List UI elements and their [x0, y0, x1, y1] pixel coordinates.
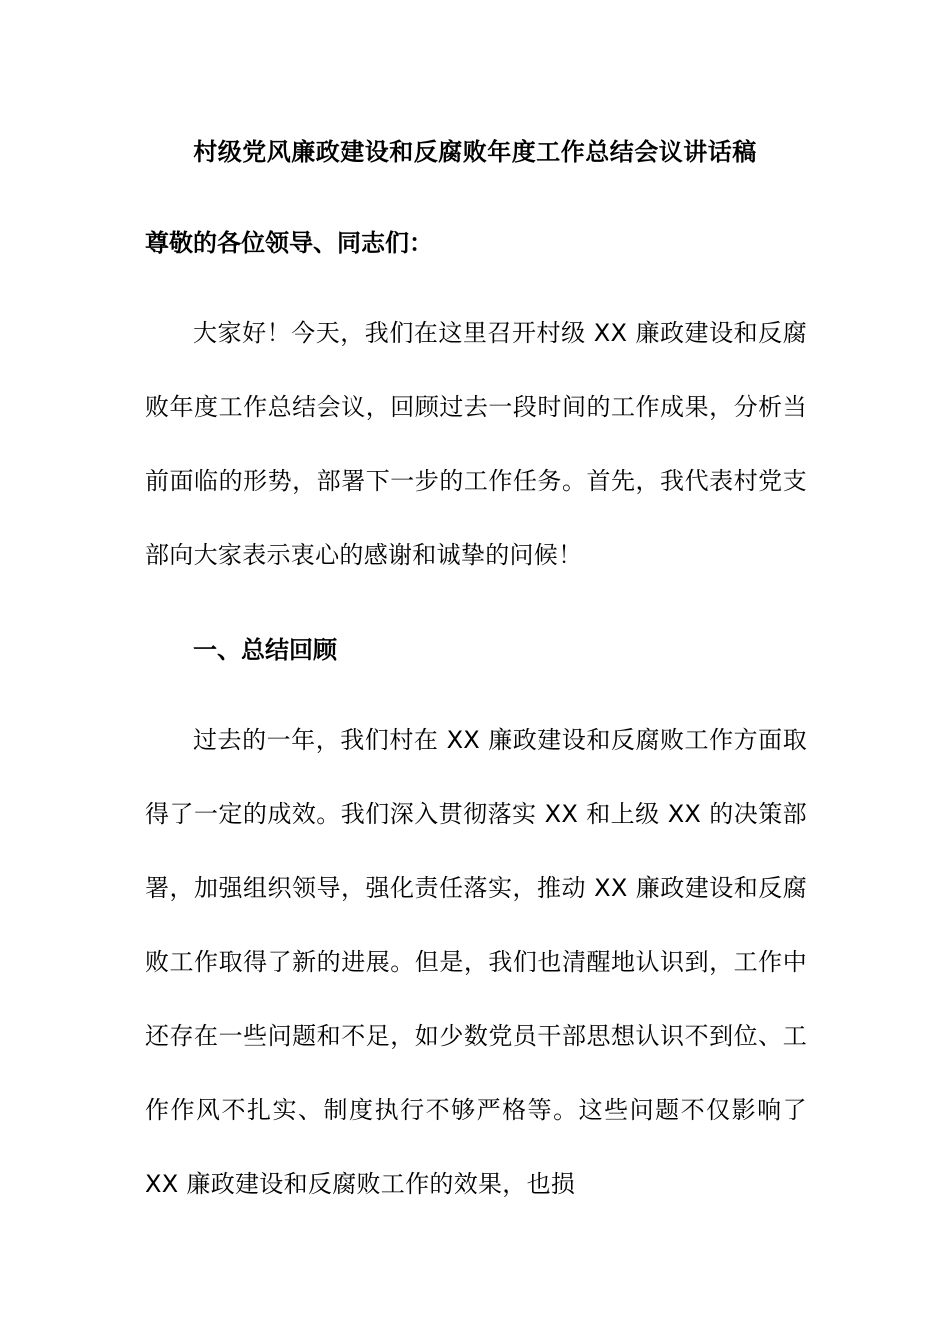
- section-heading: 一、总结回顾: [193, 636, 337, 664]
- paragraph-review: 过去的一年，我们村在 XX 廉政建设和反腐败工作方面取得了一定的成效。我们深入贯彻落实 XX 和上级 XX 的决策部署，加强组织领导，强化责任落实，推动 XX 廉政建设和反腐败工作取得了新的进展。但是，我们也清醒地认识到，工作中还存在一些问题和不足，如少数党员干部思想认识不到位、工作作风不扎实、制度执行不够严格等。这些问题不仅影响了 XX 廉政建设和反腐败工作的效果，也损: [145, 726, 807, 1198]
- paragraph-opening: 大家好！今天，我们在这里召开村级 XX 廉政建设和反腐败年度工作总结会议，回顾过去一段时间的工作成果，分析当前面临的形势，部署下一步的工作任务。首先，我代表村党支部向大家表示衷心的感谢和诚挚的问候！: [145, 319, 807, 569]
- salutation: 尊敬的各位领导、同志们：: [145, 229, 433, 257]
- document-title: 村级党风廉政建设和反腐败年度工作总结会议讲话稿: [193, 138, 757, 166]
